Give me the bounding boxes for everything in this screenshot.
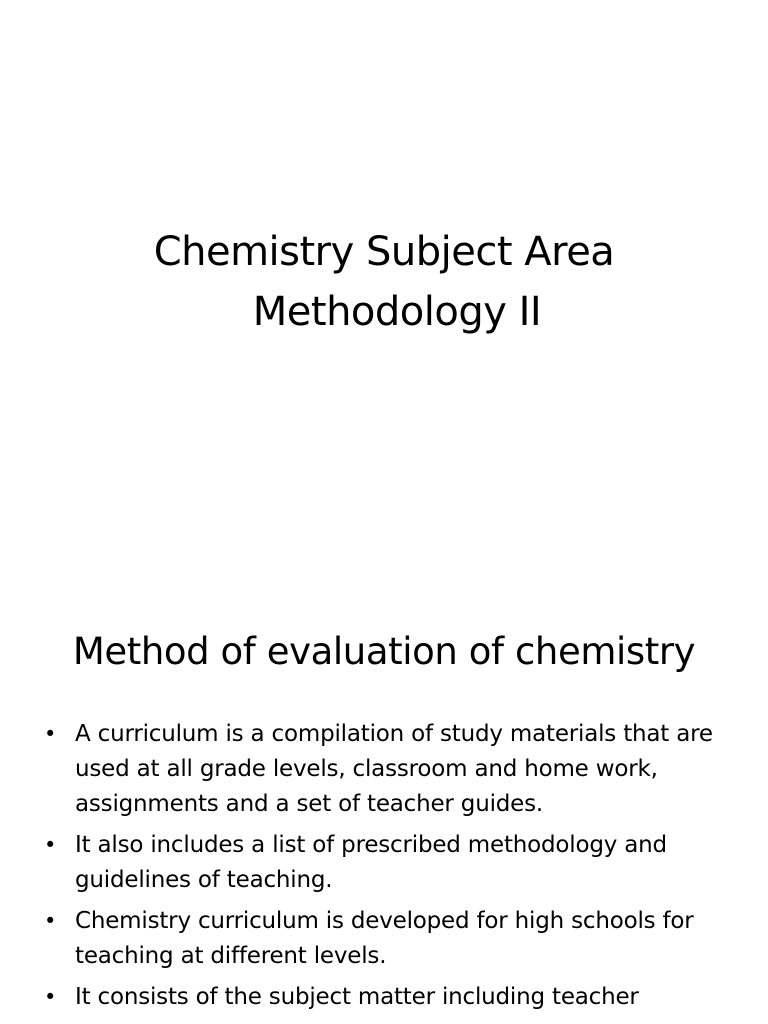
section-heading: Method of evaluation of chemistry xyxy=(72,630,696,673)
bullet-icon: • xyxy=(44,985,57,1009)
bullet-text: It consists of the subject matter including teacher xyxy=(75,984,639,1010)
bullet-text: Chemistry curriculum is developed for high schools for teaching at different levels. xyxy=(75,908,694,969)
slide-title-line-1: Chemistry Subject Area xyxy=(153,229,615,275)
bullet-icon: • xyxy=(44,909,57,933)
bullet-item xyxy=(44,980,744,1015)
bullet-icon: • xyxy=(44,722,57,746)
bullet-item xyxy=(44,904,744,974)
bullet-text: It also includes a list of prescribed methodology and guidelines of teaching. xyxy=(75,832,667,893)
bullet-list xyxy=(44,717,744,1021)
slide-title xyxy=(0,222,768,342)
bullet-item xyxy=(44,828,744,898)
bullet-text: A curriculum is a compilation of study materials that are used at all grade levels, classroom and home work, assignments and a set of teacher guides. xyxy=(75,721,713,817)
bullet-icon: • xyxy=(44,833,57,857)
slide-title-line-2: Methodology II xyxy=(252,289,542,335)
bullet-item xyxy=(44,717,744,822)
